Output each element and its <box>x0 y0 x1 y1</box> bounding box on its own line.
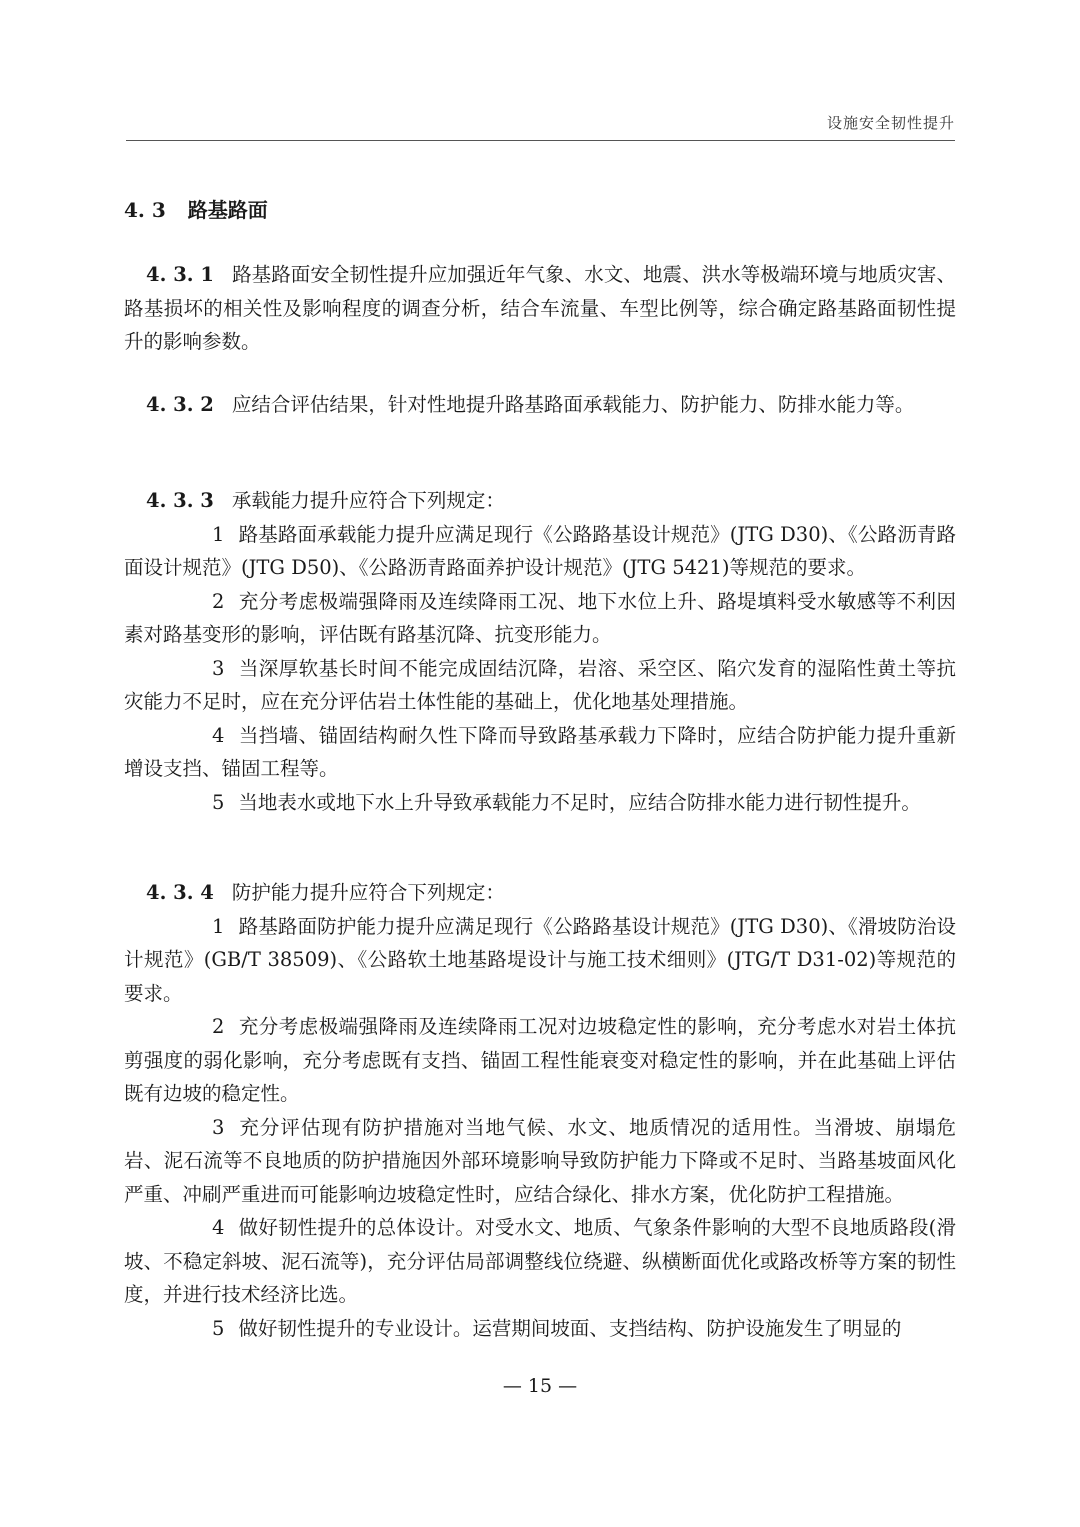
clause-4-3-3 <box>124 484 956 819</box>
clause-number: 4. 3. 1 <box>146 263 214 286</box>
item-text: 当挡墙、锚固结构耐久性下降而导致路基承载力下降时，应结合防护能力提升重新增设支挡、锚固工程等。 <box>124 723 956 780</box>
item-number: 3 <box>212 1115 225 1139</box>
clause-number: 4. 3. 2 <box>146 393 214 416</box>
section-title: 路基路面 <box>187 198 268 222</box>
item-number: 5 <box>212 1316 225 1340</box>
item-text: 当地表水或地下水上升导致承载能力不足时，应结合防排水能力进行韧性提升。 <box>238 790 921 814</box>
clause-text: 承载能力提升应符合下列规定： <box>231 489 505 512</box>
clause-4-3-1 <box>124 258 956 359</box>
list-item <box>124 786 956 820</box>
clause-number: 4. 3. 4 <box>146 881 214 904</box>
section-number: 4. 3 <box>124 198 166 222</box>
item-number: 3 <box>212 656 225 680</box>
list-item <box>124 585 956 652</box>
clause-number: 4. 3. 3 <box>146 489 214 512</box>
item-number: 4 <box>212 1216 225 1239</box>
item-number: 4 <box>212 723 225 747</box>
list-item <box>124 719 956 786</box>
clause-text: 路基路面安全韧性提升应加强近年气象、水文、地震、洪水等极端环境与地质灾害、路基损坏的相关性及影响程度的调查分析，结合车流量、车型比例等，综合确定路基路面韧性提升的影响参数。 <box>124 263 956 353</box>
list-item <box>124 1312 956 1346</box>
clause-4-3-4 <box>124 876 956 1345</box>
list-item <box>124 1211 956 1312</box>
item-text: 当深厚软基长时间不能完成固结沉降，岩溶、采空区、陷穴发育的湿陷性黄土等抗灾能力不足时，应在充分评估岩土体性能的基础上，优化地基处理措施。 <box>124 656 956 713</box>
item-text: 充分考虑极端强降雨及连续降雨工况、地下水位上升、路堤填料受水敏感等不利因素对路基变形的影响，评估既有路基沉降、抗变形能力。 <box>124 589 956 646</box>
running-header: 设施安全韧性提升 <box>826 114 955 132</box>
clause-text: 应结合评估结果，针对性地提升路基路面承载能力、防护能力、防排水能力等。 <box>231 393 915 416</box>
item-text: 充分考虑极端强降雨及连续降雨工况对边坡稳定性的影响，充分考虑水对岩土体抗剪强度的弱化影响，充分考虑既有支挡、锚固工程性能衰变对稳定性的影响，并在此基础上评估既有边坡的稳定性。 <box>124 1015 956 1105</box>
item-text: 路基路面防护能力提升应满足现行《公路路基设计规范》(JTG D30)、《滑坡防治设计规范》(GB/T 38509)、《公路软土地基路堤设计与施工技术细则》(JTG/T D31-02)等规范的要求。 <box>124 914 956 1005</box>
clause-4-3-2 <box>124 388 956 422</box>
list-item <box>124 910 956 1011</box>
list-item <box>124 652 956 719</box>
item-text: 充分评估现有防护措施对当地气候、水文、地质情况的适用性。当滑坡、崩塌危岩、泥石流等不良地质的防护措施因外部环境影响导致防护能力下降或不足时、当路基坡面风化严重、冲刷严重进而可能影响边坡稳定性时，应结合绿化、排水方案，优化防护工程措施。 <box>124 1115 956 1206</box>
item-number: 2 <box>212 589 225 613</box>
item-number: 5 <box>212 790 225 814</box>
item-text: 路基路面承载能力提升应满足现行《公路路基设计规范》(JTG D30)、《公路沥青路面设计规范》(JTG D50)、《公路沥青路面养护设计规范》(JTG 5421)等规范的要求。 <box>124 522 956 579</box>
clause-text: 防护能力提升应符合下列规定： <box>231 881 505 904</box>
list-item <box>124 518 956 585</box>
item-number: 2 <box>212 1015 225 1038</box>
section-heading <box>124 194 268 223</box>
item-text: 做好韧性提升的总体设计。对受水文、地质、气象条件影响的大型不良地质路段(滑坡、不稳定斜坡、泥石流等)，充分评估局部调整线位绕避、纵横断面优化或路改桥等方案的韧性度，并进行技术经济比选。 <box>124 1216 956 1306</box>
item-text: 做好韧性提升的专业设计。运营期间坡面、支挡结构、防护设施发生了明显的 <box>238 1316 902 1340</box>
item-number: 1 <box>212 914 225 938</box>
list-item <box>124 1111 956 1212</box>
item-number: 1 <box>212 522 225 546</box>
page-number: — 15 — <box>502 1375 578 1397</box>
list-item <box>124 1010 956 1111</box>
header-rule <box>126 140 955 141</box>
